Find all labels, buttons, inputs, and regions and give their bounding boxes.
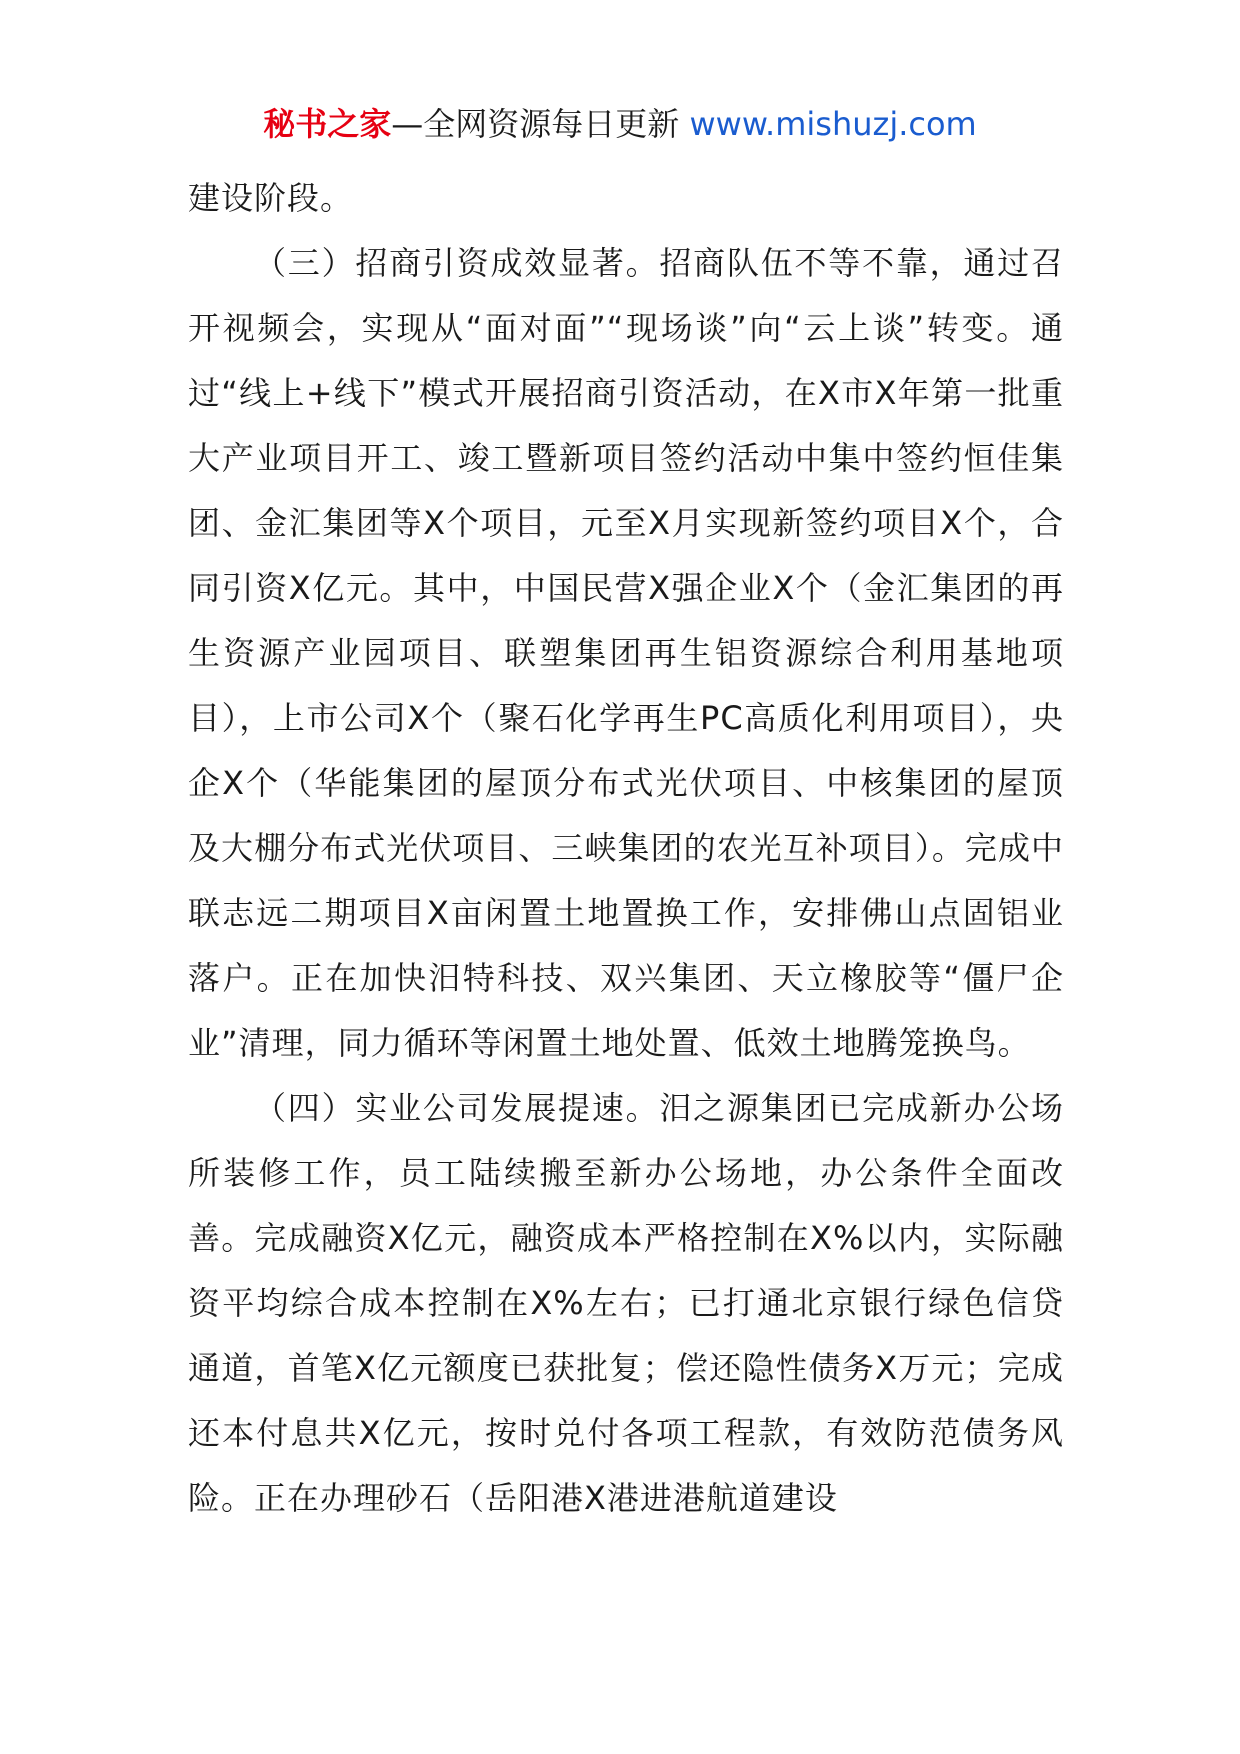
brand-name: 秘书之家 <box>263 105 392 143</box>
site-header <box>0 100 1240 148</box>
site-url-link[interactable]: www.mishuzj.com <box>689 105 977 143</box>
document-body <box>188 166 1064 1531</box>
header-tagline: —全网资源每日更新 <box>391 105 680 143</box>
paragraph-section-three: （三）招商引资成效显著。招商队伍不等不靠，通过召开视频会，实现从“面对面”“现场谈”向“云上谈”转变。通过“线上+线下”模式开展招商引资活动，在X市X年第一批重大产业项目开工、竣工暨新项目签约活动中集中签约恒佳集团、金汇集团等X个项目，元至X月实现新签约项目X个，合同引资X亿元。其中，中国民营X强企业X个（金汇集团的再生资源产业园项目、联塑集团再生铝资源综合利用基地项目），上市公司X个（聚石化学再生PC高质化利用项目），央企X个（华能集团的屋顶分布式光伏项目、中核集团的屋顶及大棚分布式光伏项目、三峡集团的农光互补项目）。完成中联志远二期项目X亩闲置土地置换工作，安排佛山点固铝业落户。正在加快汨特科技、双兴集团、天立橡胶等“僵尸企业”清理，同力循环等闲置土地处置、低效土地腾笼换鸟。 <box>188 244 1064 1062</box>
paragraph-section-four: （四）实业公司发展提速。汨之源集团已完成新办公场所装修工作，员工陆续搬至新办公场地，办公条件全面改善。完成融资X亿元，融资成本严格控制在X%以内，实际融资平均综合成本控制在X%左右；已打通北京银行绿色信贷通道，首笔X亿元额度已获批复；偿还隐性债务X万元；完成还本付息共X亿元，按时兑付各项工程款，有效防范债务风险。正在办理砂石（岳阳港X港进港航道建设 <box>188 1089 1064 1517</box>
paragraph-continuation: 建设阶段。 <box>188 179 354 217</box>
